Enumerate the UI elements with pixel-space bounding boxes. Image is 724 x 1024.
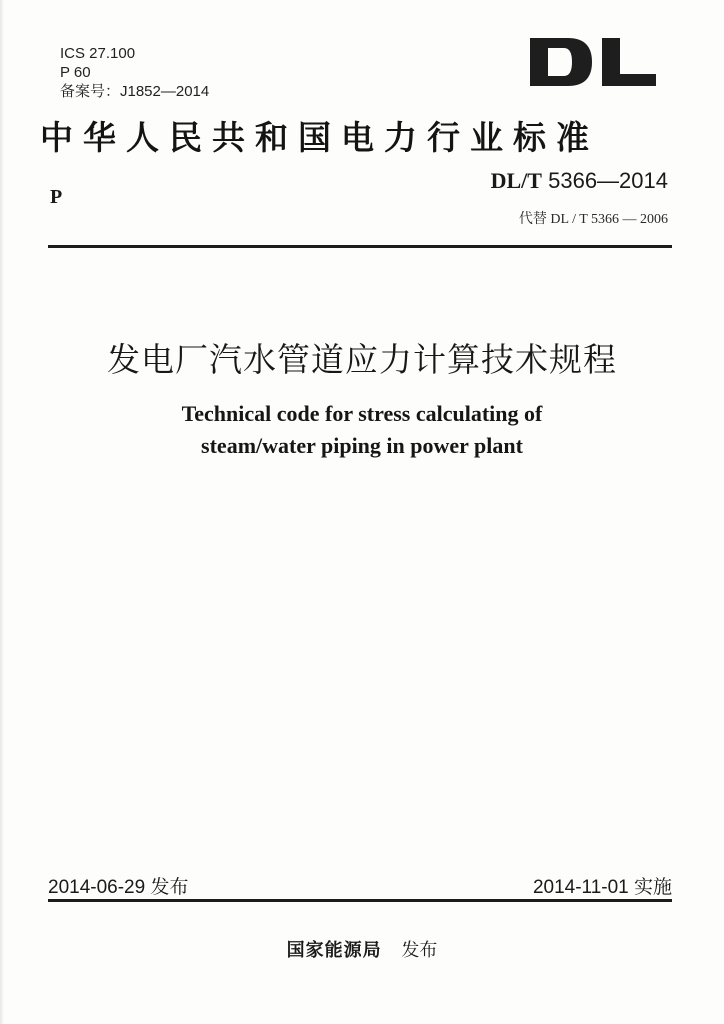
publisher-line [0,936,724,962]
document-title-english [0,398,724,462]
dl-logo-d [530,38,592,86]
header-divider [48,245,672,248]
publisher-organization: 国家能源局 [286,940,382,961]
standard-code: DL/T [490,168,542,193]
scan-edge-shadow [0,0,4,1024]
dl-logo-l [602,38,656,86]
document-title-chinese: 发电厂汽水管道应力计算技术规程 [107,340,617,379]
dl-logo [528,36,658,88]
standard-number-value: 5366—2014 [548,168,668,193]
title-en-line-1: Technical code for stress calculating of [181,401,543,426]
filing-number: 备案号：J1852—2014 [60,83,210,100]
publisher-action: 发布 [401,940,438,961]
ccs-code: P 60 [60,64,91,81]
title-en-line-2: steam/water piping in power plant [201,433,523,458]
ics-code: ICS 27.100 [60,45,136,62]
category-letter: P [50,186,63,208]
standard-series-title: 中华人民共和国电力行业标准 [40,118,599,157]
replaces-standard: 代替 DL / T 5366 — 2006 [518,212,668,227]
classification-block [60,44,209,101]
implementation-date: 2014-11-01 实施 [532,877,672,898]
footer-divider [48,899,672,902]
standard-number [491,168,668,194]
issue-date: 2014-06-29 发布 [48,877,189,898]
